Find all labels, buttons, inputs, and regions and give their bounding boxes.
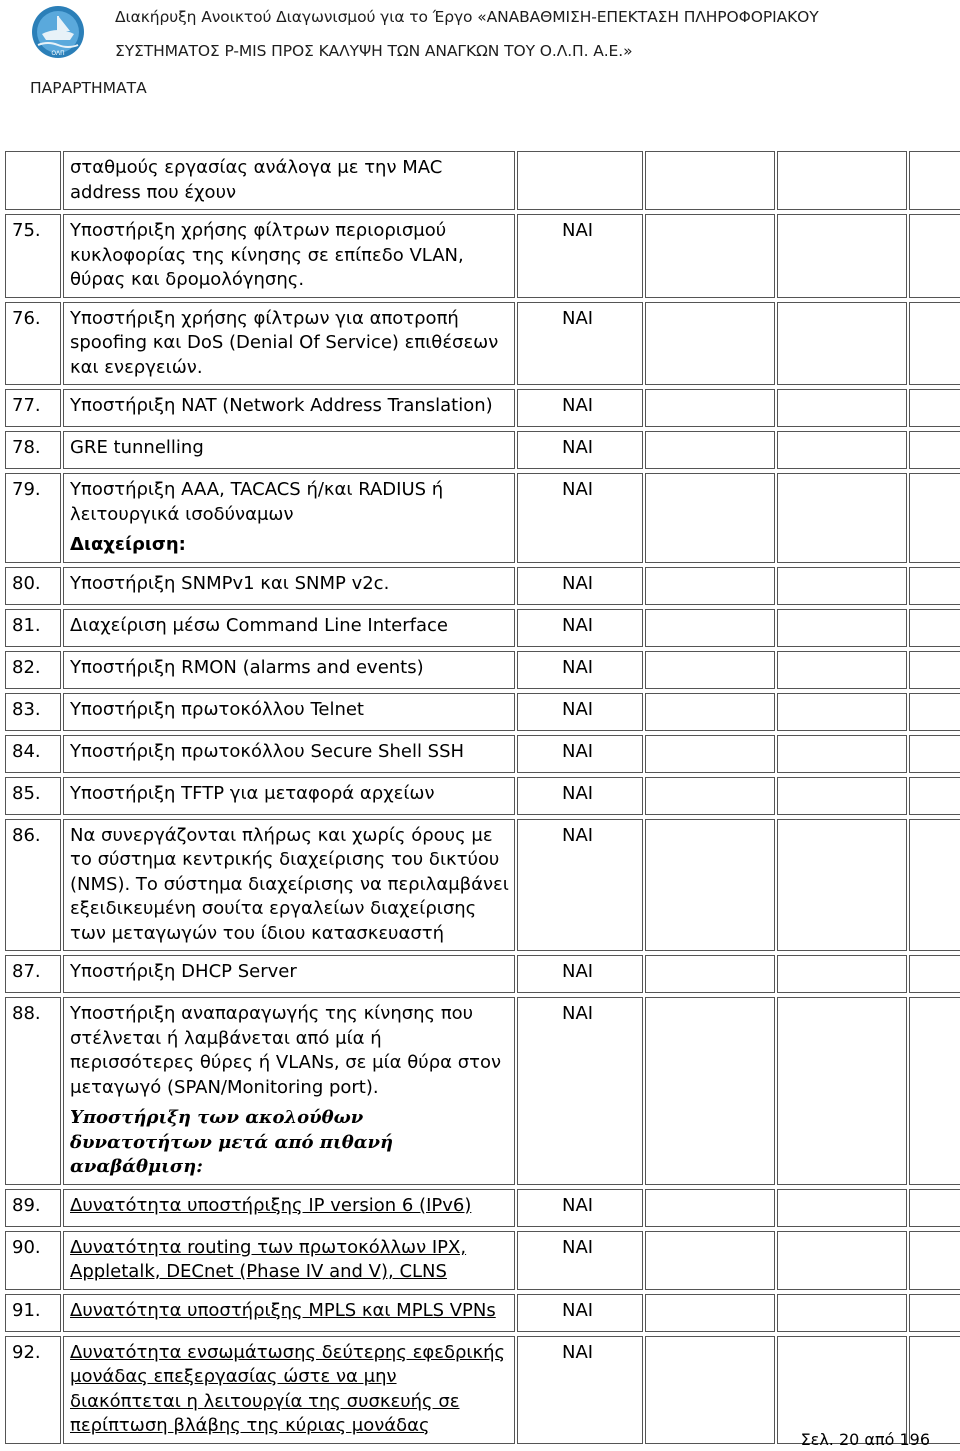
compliance-answer: ΝΑΙ	[517, 431, 643, 469]
empty-cell	[909, 1231, 960, 1290]
empty-cell	[909, 955, 960, 993]
empty-cell	[777, 1231, 907, 1290]
empty-cell	[909, 651, 960, 689]
table-row	[5, 693, 960, 731]
empty-cell	[909, 151, 960, 210]
requirements-table	[3, 147, 960, 1448]
empty-cell	[777, 1189, 907, 1227]
requirement-number: 75.	[5, 214, 61, 298]
requirement-cell	[63, 819, 515, 952]
empty-cell	[777, 819, 907, 952]
requirement-number: 81.	[5, 609, 61, 647]
page-number: Σελ. 20 από 196	[800, 1430, 930, 1449]
empty-cell	[777, 473, 907, 563]
empty-cell	[645, 1294, 775, 1332]
requirement-text: GRE tunnelling	[70, 437, 204, 458]
empty-cell	[645, 473, 775, 563]
table-row	[5, 389, 960, 427]
compliance-answer: ΝΑΙ	[517, 819, 643, 952]
requirement-cell	[63, 1231, 515, 1290]
compliance-answer: ΝΑΙ	[517, 302, 643, 386]
requirement-text: Υποστήριξη TFTP για μεταφορά αρχείων	[70, 782, 435, 804]
requirement-text: Υποστήριξη NAT (Network Address Translation)	[70, 395, 493, 416]
empty-cell	[777, 777, 907, 815]
compliance-answer: ΝΑΙ	[517, 1189, 643, 1227]
requirement-text: σταθμούς εργασίας ανάλογα με την MAC address που έχουν	[70, 157, 443, 203]
requirement-number: 78.	[5, 431, 61, 469]
table-row	[5, 955, 960, 993]
requirement-number: 77.	[5, 389, 61, 427]
requirement-number: 88.	[5, 997, 61, 1185]
empty-cell	[777, 389, 907, 427]
empty-cell	[909, 431, 960, 469]
empty-cell	[777, 1294, 907, 1332]
requirement-cell	[63, 1189, 515, 1227]
empty-cell	[645, 1231, 775, 1290]
table-row	[5, 651, 960, 689]
requirement-number: 85.	[5, 777, 61, 815]
requirement-text: Υποστήριξη αναπαραγωγής της κίνησης που στέλνεται ή λαμβάνεται από μία ή περισσότερες θύρες ή VLANs, σε μία θύρα στον μεταγωγό (SPAN/Monitoring port).	[70, 1003, 502, 1098]
empty-cell	[909, 302, 960, 386]
compliance-answer: ΝΑΙ	[517, 609, 643, 647]
empty-cell	[645, 997, 775, 1185]
empty-cell	[777, 567, 907, 605]
empty-cell	[645, 651, 775, 689]
requirement-cell	[63, 609, 515, 647]
appendix-label: ΠΑΡΑΡΤΗΜΑΤΑ	[30, 79, 147, 97]
requirement-text: Διαχείριση μέσω Command Line Interface	[70, 614, 448, 636]
section-heading: Διαχείριση:	[70, 534, 186, 555]
table-row	[5, 214, 960, 298]
requirement-number: 82.	[5, 651, 61, 689]
requirement-number: 84.	[5, 735, 61, 773]
empty-cell	[645, 567, 775, 605]
compliance-answer: ΝΑΙ	[517, 693, 643, 731]
compliance-answer: ΝΑΙ	[517, 955, 643, 993]
empty-cell	[645, 777, 775, 815]
compliance-answer: ΝΑΙ	[517, 777, 643, 815]
requirement-number: 91.	[5, 1294, 61, 1332]
requirement-number: 79.	[5, 473, 61, 563]
table-row	[5, 997, 960, 1185]
compliance-answer: ΝΑΙ	[517, 473, 643, 563]
requirement-cell	[63, 777, 515, 815]
requirement-cell	[63, 651, 515, 689]
empty-cell	[645, 389, 775, 427]
olp-logo-icon	[30, 4, 86, 64]
empty-cell	[645, 214, 775, 298]
empty-cell	[645, 1189, 775, 1227]
empty-cell	[645, 819, 775, 952]
requirement-text: Υποστήριξη χρήσης φίλτρων περιορισμού κυκλοφορίας της κίνησης σε επίπεδο VLAN, θύρας και δρομολόγησης.	[70, 220, 464, 290]
empty-cell	[777, 955, 907, 993]
section-heading: Υποστήριξη των ακολούθων δυνατοτήτων μετά από πιθανή αναβάθμιση:	[70, 1107, 394, 1177]
requirement-text: Να συνεργάζονται πλήρως και χωρίς όρους με το σύστημα κεντρικής διαχείρισης του δικτύου (NMS). Το σύστημα διαχείρισης να περιλαμβάνει εξειδικευμένη σουίτα εργαλείων διαχείρισης των μεταγωγών του ίδιου κατασκευαστή	[70, 824, 509, 944]
requirement-text: Δυνατότητα υποστήριξης MPLS και MPLS VPNs	[70, 1299, 496, 1321]
requirement-text: Δυνατότητα ενσωμάτωσης δεύτερης εφεδρικής μονάδας επεξεργασίας ώστε να μην διακόπτεται η λειτουργία της συσκευής σε περίπτωση βλάβης της κύριας μονάδας	[70, 1341, 506, 1436]
requirement-number: 80.	[5, 567, 61, 605]
empty-cell	[645, 955, 775, 993]
empty-cell	[777, 693, 907, 731]
empty-cell	[645, 609, 775, 647]
empty-cell	[909, 735, 960, 773]
empty-cell	[909, 1336, 960, 1444]
table-row	[5, 151, 960, 210]
table-row	[5, 609, 960, 647]
requirement-cell	[63, 1336, 515, 1444]
table-row	[5, 777, 960, 815]
requirement-cell	[63, 214, 515, 298]
compliance-answer: ΝΑΙ	[517, 1231, 643, 1290]
empty-cell	[777, 609, 907, 647]
header-title-line2: ΣΥΣΤΗΜΑΤΟΣ P-MIS ΠΡΟΣ ΚΑΛΥΨΗ ΤΩΝ ΑΝΑΓΚΩΝ ΤΟΥ Ο.Λ.Π. Α.Ε.»	[115, 42, 633, 60]
empty-cell	[777, 997, 907, 1185]
table-row	[5, 431, 960, 469]
compliance-answer: ΝΑΙ	[517, 735, 643, 773]
requirement-text: Υποστήριξη πρωτοκόλλου Telnet	[70, 698, 364, 720]
requirement-cell	[63, 693, 515, 731]
table-row	[5, 567, 960, 605]
requirement-text: Υποστήριξη πρωτοκόλλου Secure Shell SSH	[70, 740, 465, 762]
requirement-cell	[63, 955, 515, 993]
empty-cell	[909, 693, 960, 731]
compliance-answer: ΝΑΙ	[517, 389, 643, 427]
requirement-cell	[63, 567, 515, 605]
empty-cell	[909, 214, 960, 298]
compliance-answer: ΝΑΙ	[517, 214, 643, 298]
requirement-cell	[63, 1294, 515, 1332]
table-row	[5, 1294, 960, 1332]
empty-cell	[909, 1294, 960, 1332]
requirement-number: 76.	[5, 302, 61, 386]
empty-cell	[645, 693, 775, 731]
requirement-cell	[63, 302, 515, 386]
requirement-number: 86.	[5, 819, 61, 952]
requirement-number: 87.	[5, 955, 61, 993]
requirement-cell	[63, 473, 515, 563]
empty-cell	[777, 302, 907, 386]
requirement-text: Υποστήριξη AAA, TACACS ή/και RADIUS ή λειτουργικά ισοδύναμων	[70, 479, 444, 525]
table-row	[5, 473, 960, 563]
requirement-text: Υποστήριξη SNMPv1 και SNMP v2c.	[70, 572, 390, 594]
empty-cell	[909, 777, 960, 815]
table-row	[5, 302, 960, 386]
requirement-cell	[63, 431, 515, 469]
requirement-number: 89.	[5, 1189, 61, 1227]
empty-cell	[777, 151, 907, 210]
empty-cell	[777, 651, 907, 689]
empty-cell	[909, 819, 960, 952]
requirement-text: Δυνατότητα routing των πρωτοκόλλων IPX, Appletalk, DECnet (Phase IV and V), CLNS	[70, 1236, 467, 1282]
requirement-cell	[63, 735, 515, 773]
page-header	[0, 0, 960, 110]
requirement-text: Υποστήριξη χρήσης φίλτρων για αποτροπή spoofing και DoS (Denial Of Service) επιθέσεων και ενεργειών.	[70, 307, 499, 378]
logo-text: ΟΛΠ	[51, 50, 65, 57]
table-row	[5, 735, 960, 773]
empty-cell	[777, 1336, 907, 1444]
table-row	[5, 1189, 960, 1227]
table-row	[5, 1231, 960, 1290]
empty-cell	[909, 1189, 960, 1227]
requirement-cell	[63, 997, 515, 1185]
compliance-answer: ΝΑΙ	[517, 651, 643, 689]
empty-cell	[777, 214, 907, 298]
requirement-text: Υποστήριξη DHCP Server	[70, 961, 297, 982]
compliance-answer: ΝΑΙ	[517, 567, 643, 605]
requirement-cell	[63, 151, 515, 210]
header-title-line1: Διακήρυξη Ανοικτού Διαγωνισμού για το Έργο «ΑΝΑΒΑΘΜΙΣΗ-ΕΠΕΚΤΑΣΗ ΠΛΗΡΟΦΟΡΙΑΚΟΥ	[115, 8, 819, 26]
compliance-answer: ΝΑΙ	[517, 1294, 643, 1332]
requirement-number: 83.	[5, 693, 61, 731]
empty-cell	[909, 389, 960, 427]
requirement-cell	[63, 389, 515, 427]
empty-cell	[645, 1336, 775, 1444]
requirement-number	[5, 151, 61, 210]
empty-cell	[909, 997, 960, 1185]
compliance-answer	[517, 151, 643, 210]
empty-cell	[645, 151, 775, 210]
requirements-table-body	[5, 151, 960, 1444]
requirement-number: 90.	[5, 1231, 61, 1290]
requirement-number: 92.	[5, 1336, 61, 1444]
empty-cell	[777, 431, 907, 469]
compliance-answer: ΝΑΙ	[517, 997, 643, 1185]
empty-cell	[909, 473, 960, 563]
table-row	[5, 1336, 960, 1444]
table-row	[5, 819, 960, 952]
empty-cell	[909, 567, 960, 605]
requirement-text: Δυνατότητα υποστήριξης IP version 6 (IPv6)	[70, 1194, 472, 1216]
compliance-answer: ΝΑΙ	[517, 1336, 643, 1444]
empty-cell	[909, 609, 960, 647]
empty-cell	[645, 431, 775, 469]
empty-cell	[645, 302, 775, 386]
empty-cell	[777, 735, 907, 773]
empty-cell	[645, 735, 775, 773]
requirement-text: Υποστήριξη RMON (alarms and events)	[70, 656, 424, 678]
